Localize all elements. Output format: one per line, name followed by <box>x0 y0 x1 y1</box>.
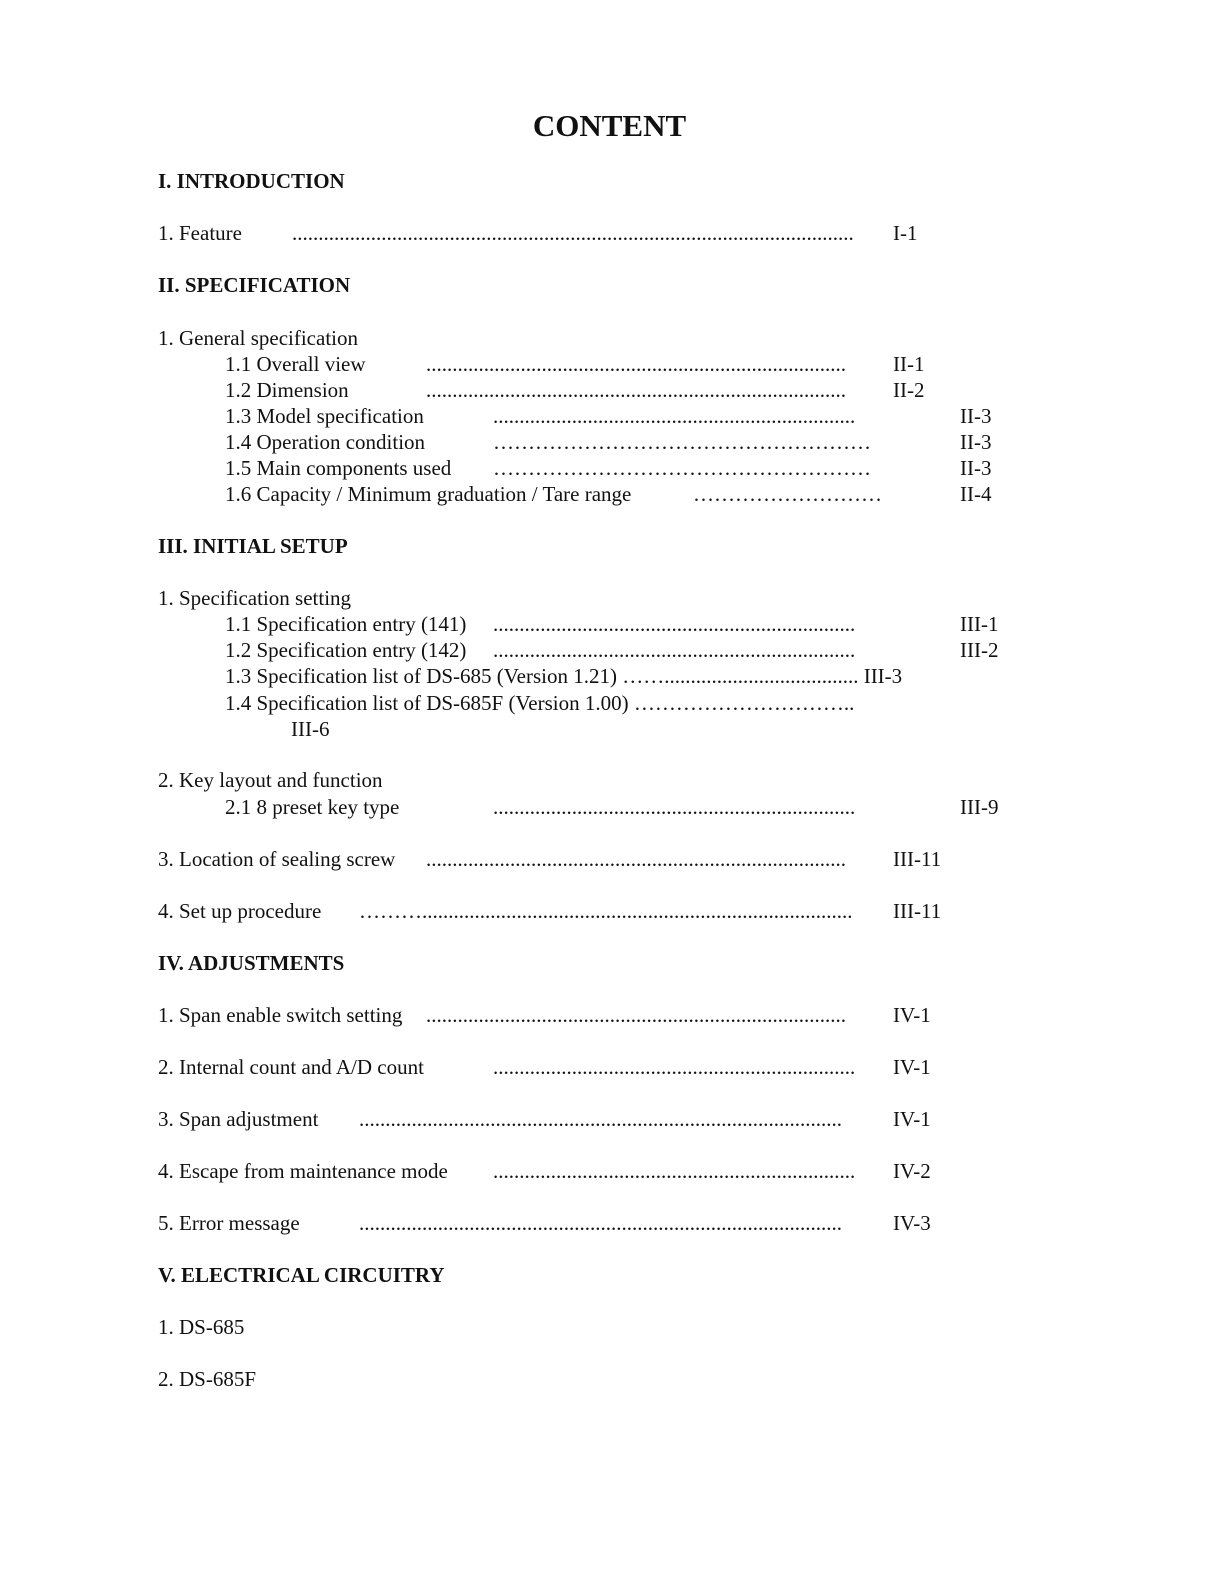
toc-page-number: IV-1 <box>893 1107 931 1131</box>
toc-entry-label: 2. DS-685F <box>158 1367 257 1391</box>
toc-leader-dots: ..................................................................... <box>493 404 856 428</box>
toc-entry-label: 2.1 8 preset key type <box>225 795 400 819</box>
toc-page-number: II-4 <box>960 482 992 506</box>
toc-group-label: 2. Key layout and function <box>158 768 383 792</box>
toc-leader-dots: ................................................................................ <box>426 1003 846 1027</box>
toc-leader-dots: ................................................................................ <box>426 352 846 376</box>
toc-leader-dots: ..................................................................... <box>493 638 856 662</box>
toc-entry-label: 2. Internal count and A/D count <box>158 1055 424 1079</box>
toc-entry-label: 1.4 Operation condition <box>225 430 426 454</box>
section-heading-adjustments: IV. ADJUSTMENTS <box>158 951 345 975</box>
toc-entry-label: 3. Location of sealing screw <box>158 847 396 871</box>
section-heading-initial-setup: III. INITIAL SETUP <box>158 534 348 558</box>
toc-leader-dots: ............................................................................................ <box>359 1107 842 1131</box>
toc-entry-label: 1. Feature <box>158 221 242 245</box>
toc-page-number: II-3 <box>960 404 992 428</box>
toc-leader-dots: ................................................................................ <box>426 847 846 871</box>
toc-page-number: III-2 <box>960 638 999 662</box>
toc-entry-label: 1.5 Main components used <box>225 456 452 480</box>
toc-page-number: II-3 <box>960 456 992 480</box>
toc-leader-dots: ................................................................................ <box>426 378 846 402</box>
toc-entry-label: 1. Span enable switch setting <box>158 1003 403 1027</box>
toc-entry-label: 1.1 Overall view <box>225 352 366 376</box>
toc-group-label: 1. General specification <box>158 326 358 350</box>
toc-entry-label: 5. Error message <box>158 1211 300 1235</box>
section-heading-introduction: I. INTRODUCTION <box>158 169 345 193</box>
toc-page-number: I-1 <box>893 221 918 245</box>
page-title: CONTENT <box>532 108 687 143</box>
toc-page-number: II-1 <box>893 352 925 376</box>
toc-leader-dots: ..................................................................... <box>493 1159 856 1183</box>
toc-page-number: IV-1 <box>893 1055 931 1079</box>
toc-leader-dots: ........................................................................................................... <box>292 221 854 245</box>
toc-entry-label: 3. Span adjustment <box>158 1107 319 1131</box>
toc-entry-full: 1.4 Specification list of DS-685F (Version 1.00) ………………………….. <box>225 691 855 715</box>
toc-leader-dots: ……….................................................................................. <box>359 899 853 923</box>
section-heading-specification: II. SPECIFICATION <box>158 273 351 297</box>
toc-page-number: IV-2 <box>893 1159 931 1183</box>
toc-leader-dots: ............................................................................................ <box>359 1211 842 1235</box>
toc-leader-dots: ……………………………………………… <box>493 430 871 454</box>
toc-entry-label: 1.2 Specification entry (142) <box>225 638 467 662</box>
toc-page-number: IV-1 <box>893 1003 931 1027</box>
toc-page-number: III-6 <box>291 717 330 741</box>
toc-entry-label: 1. DS-685 <box>158 1315 245 1339</box>
toc-leader-dots: ……………………………………………… <box>493 456 871 480</box>
toc-page-number: III-1 <box>960 612 999 636</box>
toc-leader-dots: ..................................................................... <box>493 612 856 636</box>
toc-page-number: II-3 <box>960 430 992 454</box>
toc-entry-label: 4. Escape from maintenance mode <box>158 1159 448 1183</box>
section-heading-electrical-circuitry: V. ELECTRICAL CIRCUITRY <box>158 1263 445 1287</box>
toc-entry-label: 1.6 Capacity / Minimum graduation / Tare range <box>225 482 632 506</box>
toc-leader-dots: ..................................................................... <box>493 1055 856 1079</box>
toc-page-number: III-9 <box>960 795 999 819</box>
toc-page-number: III-11 <box>893 899 942 923</box>
toc-entry-label: 4. Set up procedure <box>158 899 322 923</box>
toc-group-label: 1. Specification setting <box>158 586 352 610</box>
toc-page-number: IV-3 <box>893 1211 931 1235</box>
toc-page-number: III-11 <box>893 847 942 871</box>
toc-leader-dots: ……………………… <box>693 482 882 506</box>
toc-leader-dots: ..................................................................... <box>493 795 856 819</box>
toc-page-number: II-2 <box>893 378 925 402</box>
toc-entry-label: 1.1 Specification entry (141) <box>225 612 467 636</box>
toc-entry-label: 1.2 Dimension <box>225 378 349 402</box>
toc-entry-label: 1.3 Model specification <box>225 404 424 428</box>
toc-entry-full: 1.3 Specification list of DS-685 (Version 1.21) ……..................................... III-3 <box>225 664 903 688</box>
